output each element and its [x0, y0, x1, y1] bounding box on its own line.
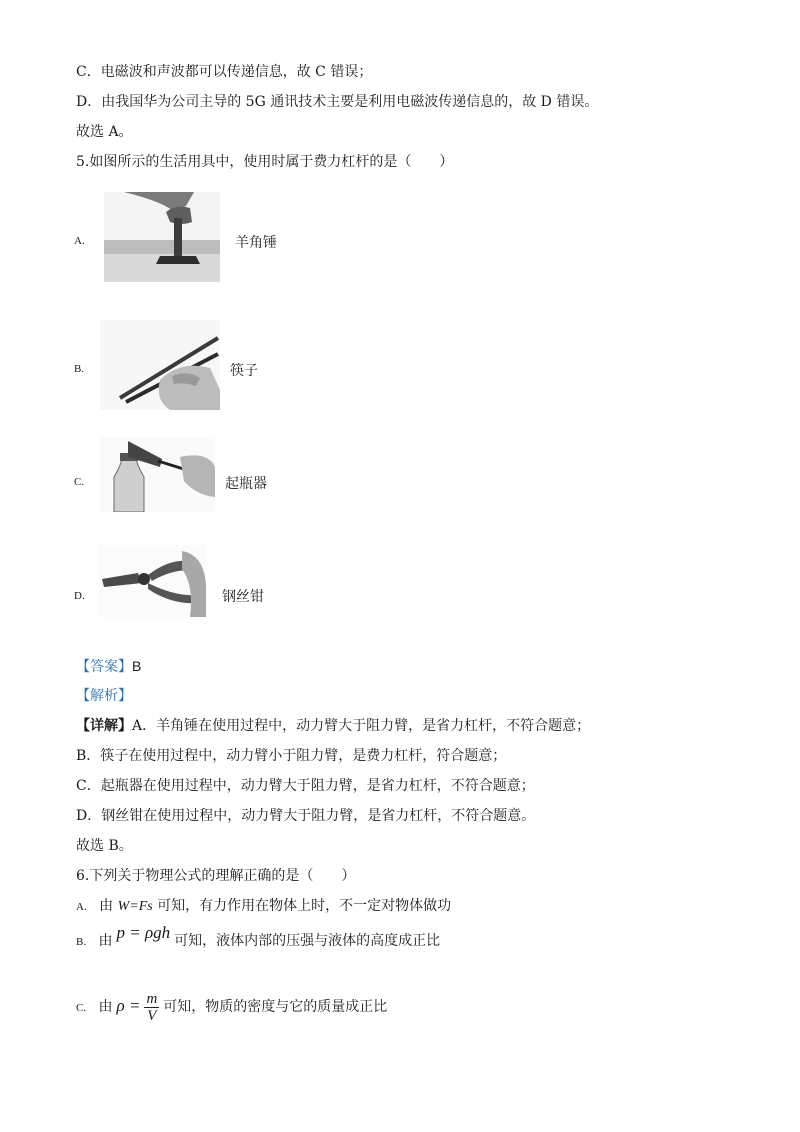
q6-option-b-text: 可知，液体内部的压强与液体的高度成正比	[174, 933, 441, 949]
q6-option-a-formula: W=Fs	[117, 899, 153, 914]
prev-option-c: C．电磁波和声波都可以传递信息，故 C 错误；	[76, 64, 373, 80]
q6-option-c-lhs: ρ =	[116, 996, 141, 1015]
prev-option-d: D．由我国华为公司主导的 5G 通讯技术主要是利用电磁波传递信息的，故 D 错误。	[76, 94, 599, 110]
q6-option-c-text: 可知，物质的密度与它的质量成正比	[163, 999, 388, 1015]
chopsticks-photo	[100, 320, 220, 410]
q6-option-b-pre: 由	[98, 933, 113, 949]
q5-selection: 故选 B。	[76, 838, 133, 854]
hammer-photo	[104, 192, 220, 282]
q6-option-a-pre: 由	[99, 898, 118, 914]
q6-option-a-text: 可知，有力作用在物体上时，不一定对物体做功	[152, 898, 452, 914]
detail-d: D．钢丝钳在使用过程中，动力臂大于阻力臂，是省力杠杆，不符合题意。	[76, 808, 536, 824]
q6-option-a-label: A.	[76, 901, 87, 913]
q5-option-a-label: A.	[74, 235, 85, 247]
q6-option-b-label: B.	[76, 936, 87, 948]
q6-option-b-formula: p = ρgh	[116, 923, 171, 942]
q5-option-c-label: C.	[74, 476, 85, 488]
fraction-numerator: m	[146, 990, 158, 1007]
q5-option-c-text: 起瓶器	[225, 476, 267, 492]
detail-b: B．筷子在使用过程中，动力臂小于阻力臂，是费力杠杆，符合题意；	[76, 748, 507, 764]
q5-option-d-text: 钢丝钳	[222, 589, 264, 605]
detail-a	[76, 716, 590, 736]
detail-a-text: A．羊角锤在使用过程中，动力臂大于阻力臂，是省力杠杆，不符合题意；	[132, 718, 591, 734]
q6-option-b	[76, 923, 441, 952]
pliers-photo	[98, 545, 206, 617]
q6-option-c-pre: 由	[98, 999, 113, 1015]
q6-option-c-fraction	[144, 991, 159, 1024]
prev-selection: 故选 A。	[76, 124, 133, 140]
q6-option-a	[76, 896, 451, 917]
q5-option-b-text: 筷子	[230, 363, 258, 379]
analysis-tag: 【解析】	[76, 688, 132, 704]
detail-tag: 【详解】	[76, 718, 132, 734]
detail-c: C．起瓶器在使用过程中，动力臂大于阻力臂，是省力杠杆，不符合题意；	[76, 778, 535, 794]
q5-option-b-label: B.	[74, 363, 85, 375]
bottle-opener-photo	[100, 437, 215, 512]
q6-stem: 6.下列关于物理公式的理解正确的是（ ）	[76, 868, 356, 884]
q5-answer	[76, 656, 141, 677]
q5-option-a-text: 羊角锤	[235, 235, 277, 251]
q6-option-c	[76, 988, 387, 1026]
q5-option-d-label: D.	[74, 590, 85, 602]
answer-tag: 【答案】	[76, 659, 132, 675]
fraction-denominator: V	[147, 1007, 157, 1024]
q5-stem: 5.如图所示的生活用具中，使用时属于费力杠杆的是（ ）	[76, 154, 454, 170]
answer-value: B	[132, 658, 142, 674]
q6-option-c-label: C.	[76, 1002, 87, 1014]
